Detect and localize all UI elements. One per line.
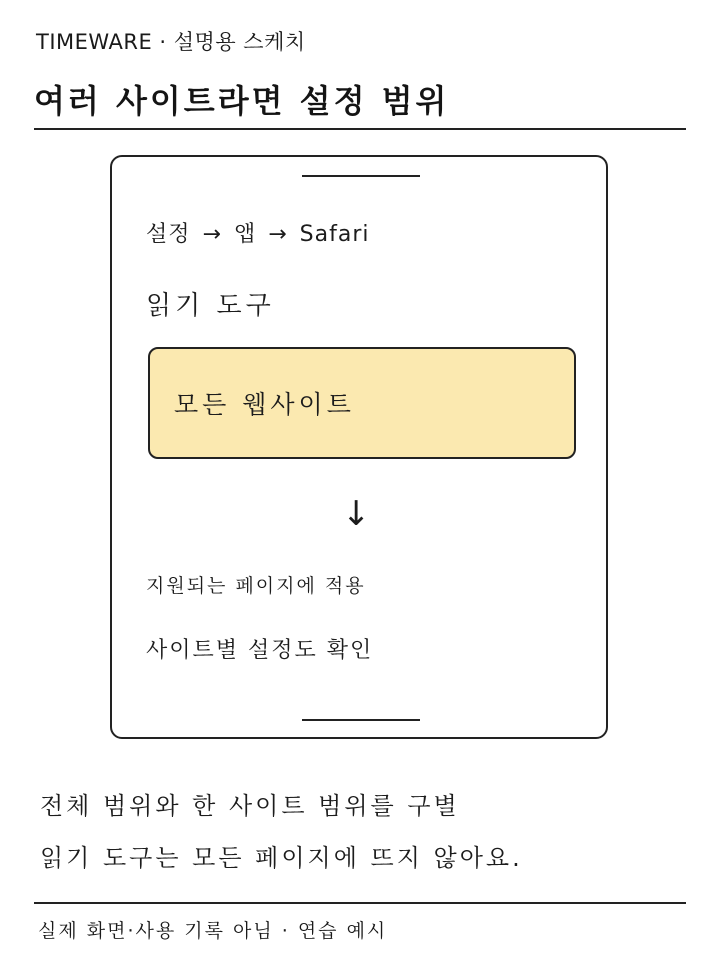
right-arrow-icon: →: [202, 222, 222, 247]
page-title: 여러 사이트라면 설정 범위: [34, 82, 450, 120]
sketch-kicker: TIMEWARE · 설명용 스케치: [36, 30, 306, 54]
footer-divider: [34, 902, 686, 904]
footer-disclaimer: 실제 화면·사용 기록 아님 · 연습 예시: [38, 920, 388, 942]
note-not-all-pages: 읽기 도구는 모든 페이지에 뜨지 않아요.: [40, 844, 523, 872]
down-arrow-icon: ↓: [342, 494, 371, 534]
path-settings[interactable]: 설정: [146, 222, 191, 247]
note-scope: 전체 범위와 한 사이트 범위를 구별: [40, 792, 460, 820]
right-arrow-icon: →: [268, 222, 288, 247]
result-applies-supported: 지원되는 페이지에 적용: [146, 575, 366, 597]
all-websites-option[interactable]: [148, 347, 576, 459]
phone-speaker: [302, 175, 420, 177]
phone-sketch: [110, 155, 608, 739]
path-apps[interactable]: 앱: [233, 222, 257, 247]
settings-path: [146, 217, 370, 248]
all-websites-label: 모든 웹사이트: [174, 390, 355, 419]
path-safari[interactable]: Safari: [299, 222, 370, 247]
home-indicator: [302, 719, 420, 721]
result-check-per-site: 사이트별 설정도 확인: [146, 638, 374, 663]
reader-tools-heading: 읽기 도구: [146, 291, 275, 321]
header-divider: [34, 128, 686, 130]
